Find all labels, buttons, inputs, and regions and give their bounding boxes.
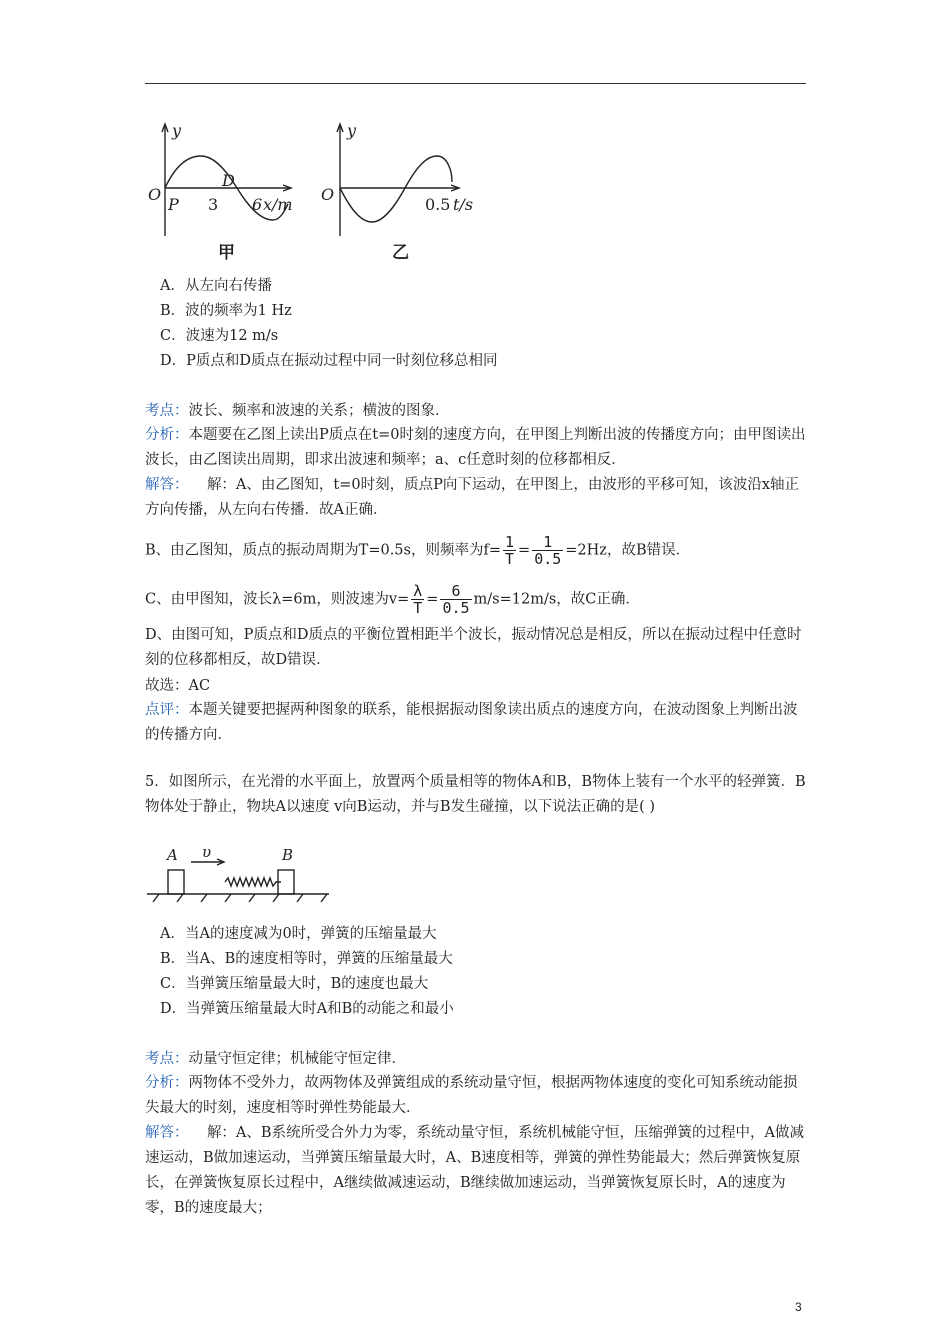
jia-tick-6: 6 [252, 195, 263, 214]
fraction-denominator: T [505, 550, 515, 568]
q4-b-suffix: =2Hz，故B错误． [565, 542, 691, 559]
jia-y-label: y [172, 121, 182, 140]
q5-fenxi [145, 1071, 810, 1121]
q4-jieda-text: 解：A、由乙图知，t=0时刻，质点P向下运动，在甲图上，由波形的平移可知，该波沿x轴正方向传播，从左向右传播．故A正确． [145, 477, 800, 518]
q5-kaodian [145, 1049, 406, 1069]
ground-hatching [153, 894, 327, 902]
q4-jieda [145, 473, 810, 523]
q4-c-prefix: C、由甲图知，波长λ=6m，则波速为v= [145, 591, 410, 608]
fraction-denominator: T [413, 599, 423, 617]
q4-c-suffix: m/s=12m/s，故C正确． [473, 591, 640, 608]
q4-kaodian-text: 波长、频率和波速的关系；横波的图象． [188, 403, 450, 419]
q5-option-a: A．当A的速度减为0时，弹簧的压缩量最大 [160, 926, 437, 942]
fraction-numerator: 1 [505, 533, 515, 551]
jia-caption: 甲 [218, 243, 235, 263]
equals-sign: = [518, 542, 531, 559]
block-a [168, 870, 184, 894]
q4-dianping-label: 点评： [145, 702, 189, 718]
q5-kaodian-text: 动量守恒定律；机械能守恒定律． [188, 1051, 406, 1067]
q4-option-d-explanation: D、由图可知，P质点和D质点的平衡位置相距半个波长，振动情况总是相反，所以在振动过程中任意时刻的位移都相反，故D错误． [145, 627, 802, 668]
q5-fenxi-label: 分析： [145, 1075, 189, 1091]
fraction-numerator: λ [413, 582, 423, 600]
fraction-denominator: 0.5 [534, 550, 562, 568]
jia-tick-3: 3 [208, 195, 219, 214]
page-number: 3 [795, 1300, 802, 1314]
q4-fenxi-label: 分析： [145, 427, 189, 443]
jia-origin-label: O [148, 185, 162, 204]
block-a-label: A [167, 846, 178, 864]
yi-tick-05: 0.5 [425, 195, 451, 214]
jia-point-p-label: P [168, 195, 179, 214]
q4-option-d: D．P质点和D质点在振动过程中同一时刻位移总相同 [160, 353, 498, 369]
q5-fenxi-text: 两物体不受外力，故两物体及弹簧组成的系统动量守恒，根据两物体速度的变化可知系统动能损失最大的时刻，速度相等时弹性势能最大． [145, 1075, 798, 1116]
spring [225, 878, 281, 886]
q5-jieda [145, 1121, 810, 1221]
fraction [411, 583, 424, 616]
fraction [532, 534, 563, 567]
collision-figure [145, 842, 335, 904]
yi-origin-label: O [321, 185, 335, 204]
q4-dianping-text: 本题关键要把握两种图象的联系，能根据振动图象读出质点的速度方向，在波动图象上判断出波的传播方向． [145, 702, 798, 743]
q4-kaodian [145, 401, 450, 421]
q5-jieda-text: 解：A、B系统所受合外力为零，系统动量守恒，系统机械能守恒，压缩弹簧的过程中，A做减速运动，B做加速运动，当弹簧压缩量最大时，A、B速度相等，弹簧的弹性势能最大；然后弹簧恢复原长，在弹簧恢复原长过程中，A继续做减速运动，B继续做加速运动，当弹簧恢复原长时，A的速度为零，B的速度最大； [145, 1125, 805, 1216]
fraction-numerator: 1 [532, 534, 563, 551]
q5-kaodian-label: 考点： [145, 1051, 189, 1067]
q4-dianping [145, 698, 810, 748]
q4-kaodian-label: 考点： [145, 403, 189, 419]
q4-option-c: C．波速为12 m/s [160, 328, 279, 344]
q4-option-b-explanation [145, 534, 690, 567]
q4-fenxi-text: 本题要在乙图上读出P质点在t=0时刻的速度方向，在甲图上判断出波的传播度方向；由甲图读出波长，由乙图读出周期，即求出波速和频率；a、c任意时刻的位移都相反． [145, 427, 806, 468]
velocity-label: υ [202, 843, 212, 861]
wave-graph-yi [337, 124, 459, 236]
fraction [440, 583, 471, 616]
yi-y-label: y [347, 121, 357, 140]
q4-option-c-explanation [145, 583, 640, 616]
q5-option-d: D．当弹簧压缩量最大时A和B的动能之和最小 [160, 1001, 454, 1017]
q5-jieda-label: 解答： [145, 1125, 189, 1141]
yi-caption: 乙 [392, 243, 409, 263]
header-rule [145, 83, 806, 84]
fraction [503, 534, 516, 567]
fraction-numerator: 6 [440, 583, 471, 600]
jia-point-d-label: D [222, 171, 235, 190]
yi-x-label: t/s [453, 195, 474, 214]
q5-option-c: C．当弹簧压缩量最大时，B的速度也最大 [160, 976, 429, 992]
q4-answer: 故选：AC [145, 678, 211, 694]
q5-option-b: B．当A、B的速度相等时，弹簧的压缩量最大 [160, 951, 453, 967]
q5-stem: 5．如图所示，在光滑的水平面上，放置两个质量相等的物体A和B，B物体上装有一个水平的轻弹簧．B物体处于静止，物块A以速度 v向B运动，并与B发生碰撞，以下说法正确的是( ) [145, 774, 806, 815]
q4-option-a: A．从左向右传播 [160, 278, 272, 294]
fraction-denominator: 0.5 [442, 599, 470, 617]
equals-sign: = [426, 591, 439, 608]
q4-b-prefix: B、由乙图知，质点的振动周期为T=0.5s，则频率为f= [145, 542, 501, 559]
q4-fenxi [145, 423, 810, 473]
jia-x-label: x/m [263, 195, 293, 214]
q4-option-b: B．波的频率为1 Hz [160, 303, 292, 319]
q4-jieda-label: 解答： [145, 477, 189, 493]
wave-figure [140, 118, 490, 268]
block-b-label: B [282, 846, 294, 864]
